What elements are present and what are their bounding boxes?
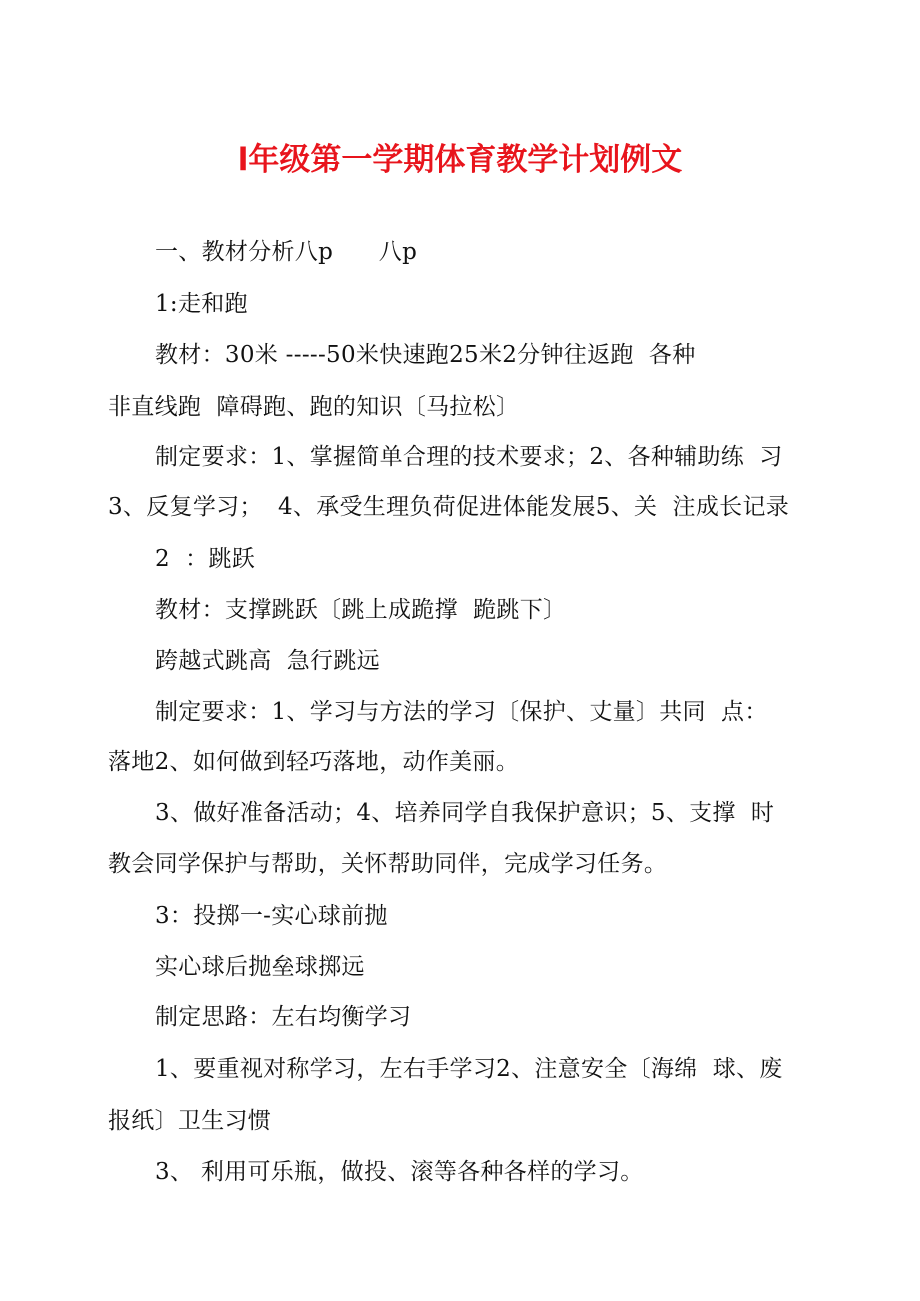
text-line: 3、反复学习； 4、承受生理负荷促进体能发展5、关 注成长记录 bbox=[108, 494, 790, 520]
text-line: 1、要重视对称学习，左右手学习2、注意安全〔海绵 球、废 bbox=[155, 1056, 783, 1082]
text-line: 跨越式跳高 急行跳远 bbox=[155, 648, 380, 674]
text-line: 非直线跑 障碍跑、跑的知识〔马拉松〕 bbox=[108, 394, 520, 420]
text-line: 报纸〕卫生习惯 bbox=[108, 1108, 272, 1134]
text-line: 2 ：跳跃 bbox=[155, 546, 256, 572]
document-title: l年级第一学期体育教学计划例文 bbox=[237, 142, 683, 178]
text-line: 制定要求：1、掌握简单合理的技术要求；2、各种辅助练 习 bbox=[155, 444, 783, 470]
text-line: 制定思路：左右均衡学习 bbox=[155, 1004, 412, 1030]
text-line: 落地2、如何做到轻巧落地，动作美丽。 bbox=[108, 749, 520, 775]
text-line: 一、教材分析八p 八p bbox=[155, 239, 418, 265]
text-line: 3、做好准备活动；4、培养同学自我保护意识；5、支撑 时 bbox=[155, 800, 775, 826]
text-line: 1:走和跑 bbox=[155, 291, 248, 317]
text-line: 实心球后抛垒球掷远 bbox=[155, 954, 365, 980]
text-line: 教会同学保护与帮助，关怀帮助同伴，完成学习任务。 bbox=[108, 851, 668, 877]
text-line: 教材：30米 -----50米快速跑25米2分钟往返跑 各种 bbox=[155, 342, 696, 368]
text-line: 教材：支撑跳跃〔跳上成跪撑 跪跳下〕 bbox=[155, 597, 567, 623]
text-line: 3、 利用可乐瓶，做投、滚等各种各样的学习。 bbox=[155, 1159, 644, 1185]
text-line: 3：投掷一-实心球前抛 bbox=[155, 903, 388, 929]
text-line: 制定要求：1、学习与方法的学习〔保护、丈量〕共同 点： bbox=[155, 699, 768, 725]
